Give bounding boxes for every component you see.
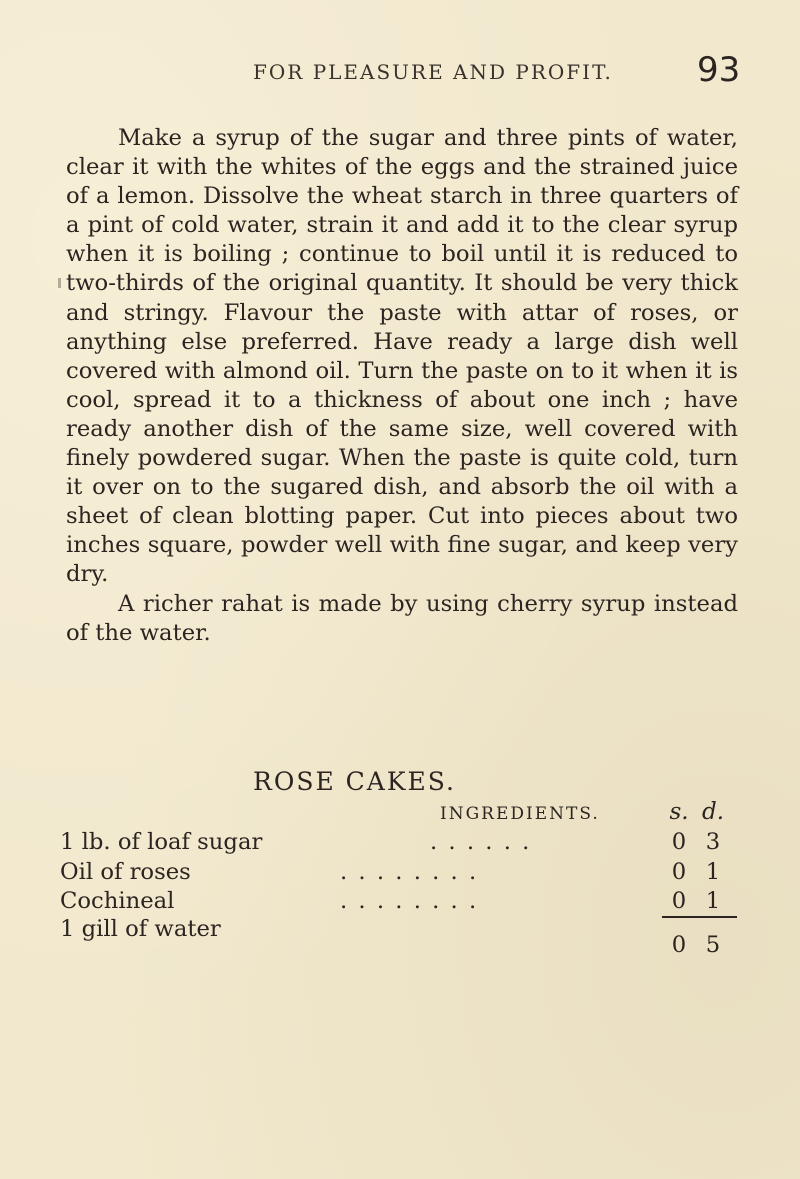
leader-dots: . . . . . . . .	[340, 859, 479, 885]
ingredient-pence: 3	[705, 829, 721, 855]
leader-dots: . . . . . .	[430, 829, 532, 855]
total-rule	[662, 916, 737, 918]
ingredient-shillings: 0	[671, 829, 687, 855]
running-head: FOR PLEASURE AND PROFIT.	[253, 60, 613, 84]
leader-dots: . . . . . . . .	[340, 888, 479, 914]
ingredient-row	[60, 888, 750, 918]
ingredient-row	[60, 859, 750, 889]
body-text	[66, 124, 738, 648]
ingredient-row	[60, 829, 750, 859]
paragraph: Make a syrup of the sugar and three pints of water, clear it with the whites of the eggs and the strained juice of a lemon. Dissolve the wheat starch in three quarters of a pint of cold water, strain it and add it to the clear syrup when it is boiling ; continue to boil until it is reduced to two-thirds of the original quantity. It should be very thick and stringy. Flavour the paste with attar of roses, or anything else preferred. Have ready a large dish well covered with almond oil. Turn the paste on to it when it is cool, spread it to a thickness of about one inch ; have ready another dish of the same size, well covered with finely powdered sugar. When the paste is quite cold, turn it over on to the sugared dish, and absorb the oil with a sheet of clean blotting paper. Cut into pieces about two inches square, powder well with fine sugar, and keep very dry.	[66, 125, 738, 588]
ingredient-pence: 1	[705, 859, 721, 885]
total-cost	[662, 932, 730, 958]
pence-label: d.	[701, 799, 725, 825]
ingredient-row	[60, 916, 750, 946]
ingredient-name: Oil of roses	[60, 859, 191, 885]
shillings-label: s.	[669, 799, 689, 825]
page-number: 93	[697, 50, 741, 90]
total-pence: 5	[705, 932, 721, 958]
ingredient-name: 1 gill of water	[60, 916, 221, 942]
paragraph: A richer rahat is made by using cherry syrup instead of the water.	[66, 590, 738, 646]
ingredient-name: Cochineal	[60, 888, 175, 914]
ingredients-heading: INGREDIENTS.	[440, 804, 600, 824]
ingredient-shillings: 0	[671, 859, 687, 885]
paper-blemish	[58, 278, 61, 288]
ingredient-name: 1 lb. of loaf sugar	[60, 829, 263, 855]
section-title: ROSE CAKES.	[253, 767, 456, 796]
total-shillings: 0	[671, 932, 687, 958]
ingredient-pence: 1	[705, 888, 721, 914]
currency-heading	[662, 799, 730, 825]
ingredient-shillings: 0	[671, 888, 687, 914]
